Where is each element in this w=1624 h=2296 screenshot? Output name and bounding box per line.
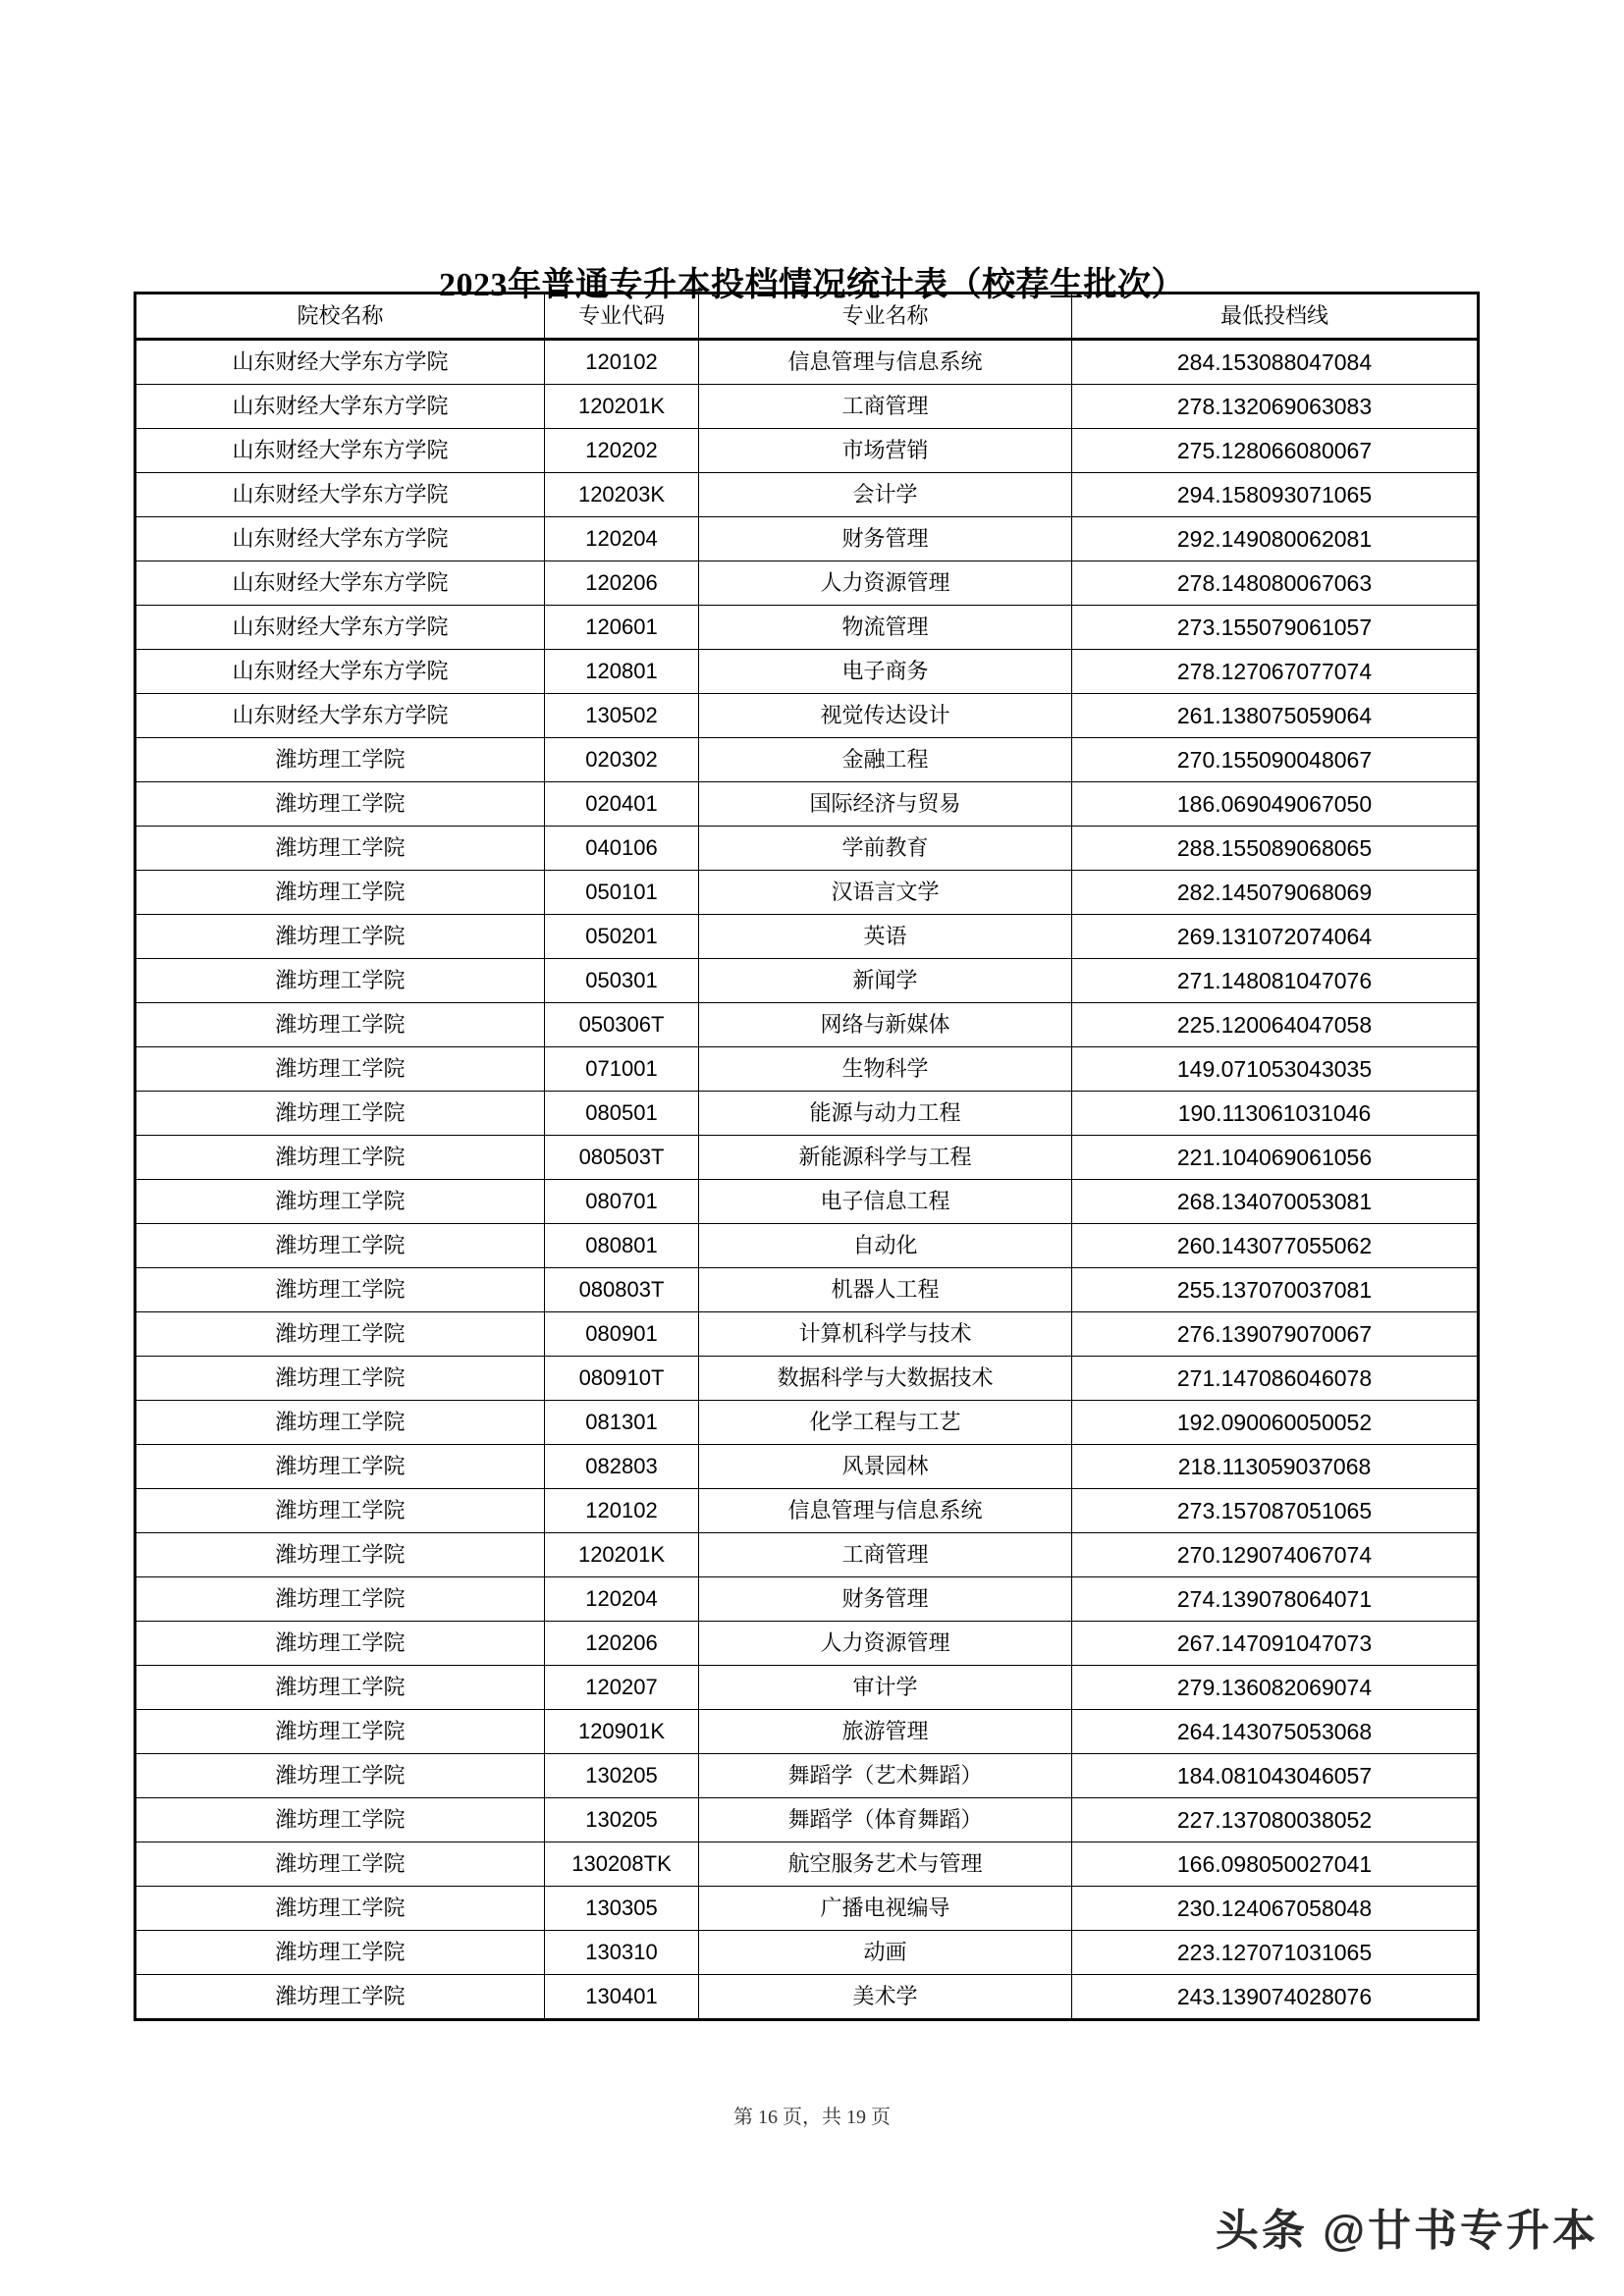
table-row — [135, 1445, 1479, 1489]
cell-min-score: 292.149080062081 — [1072, 517, 1479, 561]
table-row — [135, 1357, 1479, 1401]
table-row — [135, 1180, 1479, 1224]
table-row — [135, 694, 1479, 738]
cell-min-score: 267.147091047073 — [1072, 1622, 1479, 1666]
cell-major-code: 020302 — [545, 738, 699, 782]
table-header — [135, 294, 1479, 340]
cell-major-name: 财务管理 — [699, 517, 1072, 561]
cell-major-code: 130305 — [545, 1887, 699, 1931]
table-row — [135, 738, 1479, 782]
cell-school-name: 潍坊理工学院 — [135, 1931, 545, 1975]
cell-school-name: 潍坊理工学院 — [135, 1887, 545, 1931]
cell-school-name: 潍坊理工学院 — [135, 1136, 545, 1180]
table-row — [135, 915, 1479, 959]
table-row — [135, 959, 1479, 1003]
cell-min-score: 192.090060050052 — [1072, 1401, 1479, 1445]
cell-major-name: 视觉传达设计 — [699, 694, 1072, 738]
cell-min-score: 223.127071031065 — [1072, 1931, 1479, 1975]
cell-major-code: 082803 — [545, 1445, 699, 1489]
cell-major-name: 市场营销 — [699, 429, 1072, 473]
cell-major-name: 化学工程与工艺 — [699, 1401, 1072, 1445]
table-row — [135, 1798, 1479, 1842]
cell-major-code: 120207 — [545, 1666, 699, 1710]
table-row — [135, 1136, 1479, 1180]
cell-school-name: 潍坊理工学院 — [135, 1003, 545, 1047]
table-row — [135, 1887, 1479, 1931]
cell-major-name: 信息管理与信息系统 — [699, 340, 1072, 385]
cell-min-score: 149.071053043035 — [1072, 1047, 1479, 1092]
cell-major-code: 050101 — [545, 871, 699, 915]
cell-major-code: 080503T — [545, 1136, 699, 1180]
table-row — [135, 1401, 1479, 1445]
cell-major-name: 舞蹈学（体育舞蹈） — [699, 1798, 1072, 1842]
cell-min-score: 271.147086046078 — [1072, 1357, 1479, 1401]
cell-min-score: 279.136082069074 — [1072, 1666, 1479, 1710]
cell-min-score: 274.139078064071 — [1072, 1577, 1479, 1622]
cell-min-score: 218.113059037068 — [1072, 1445, 1479, 1489]
cell-major-code: 130205 — [545, 1798, 699, 1842]
cell-major-name: 旅游管理 — [699, 1710, 1072, 1754]
cell-min-score: 261.138075059064 — [1072, 694, 1479, 738]
cell-major-name: 工商管理 — [699, 1533, 1072, 1577]
cell-min-score: 186.069049067050 — [1072, 782, 1479, 827]
cell-major-name: 美术学 — [699, 1975, 1072, 2020]
cell-school-name: 潍坊理工学院 — [135, 1798, 545, 1842]
cell-school-name: 潍坊理工学院 — [135, 1401, 545, 1445]
table-row — [135, 1047, 1479, 1092]
table-row — [135, 827, 1479, 871]
cell-major-code: 120801 — [545, 650, 699, 694]
table-row — [135, 517, 1479, 561]
cell-school-name: 山东财经大学东方学院 — [135, 385, 545, 429]
cell-major-code: 050301 — [545, 959, 699, 1003]
cell-school-name: 山东财经大学东方学院 — [135, 429, 545, 473]
cell-major-code: 120206 — [545, 561, 699, 606]
cell-major-name: 动画 — [699, 1931, 1072, 1975]
cell-min-score: 255.137070037081 — [1072, 1268, 1479, 1312]
admission-statistics-table — [134, 292, 1480, 2021]
cell-major-code: 130502 — [545, 694, 699, 738]
cell-min-score: 166.098050027041 — [1072, 1842, 1479, 1887]
cell-school-name: 山东财经大学东方学院 — [135, 517, 545, 561]
cell-major-code: 130401 — [545, 1975, 699, 2020]
cell-min-score: 273.155079061057 — [1072, 606, 1479, 650]
cell-school-name: 山东财经大学东方学院 — [135, 473, 545, 517]
cell-major-name: 财务管理 — [699, 1577, 1072, 1622]
cell-major-name: 风景园林 — [699, 1445, 1072, 1489]
cell-min-score: 230.124067058048 — [1072, 1887, 1479, 1931]
cell-min-score: 278.148080067063 — [1072, 561, 1479, 606]
cell-major-name: 新能源科学与工程 — [699, 1136, 1072, 1180]
cell-major-name: 电子信息工程 — [699, 1180, 1072, 1224]
cell-school-name: 潍坊理工学院 — [135, 915, 545, 959]
table-row — [135, 473, 1479, 517]
cell-school-name: 潍坊理工学院 — [135, 1445, 545, 1489]
cell-school-name: 潍坊理工学院 — [135, 1666, 545, 1710]
cell-major-name: 汉语言文学 — [699, 871, 1072, 915]
table-row — [135, 1224, 1479, 1268]
cell-school-name: 潍坊理工学院 — [135, 1842, 545, 1887]
cell-major-code: 120102 — [545, 340, 699, 385]
cell-min-score: 284.153088047084 — [1072, 340, 1479, 385]
statistics-table-container — [134, 292, 1477, 2021]
cell-major-name: 机器人工程 — [699, 1268, 1072, 1312]
table-header-row — [135, 294, 1479, 340]
table-row — [135, 1754, 1479, 1798]
cell-min-score: 221.104069061056 — [1072, 1136, 1479, 1180]
cell-major-code: 130310 — [545, 1931, 699, 1975]
table-row — [135, 1092, 1479, 1136]
table-row — [135, 650, 1479, 694]
cell-school-name: 潍坊理工学院 — [135, 871, 545, 915]
cell-school-name: 山东财经大学东方学院 — [135, 650, 545, 694]
cell-min-score: 260.143077055062 — [1072, 1224, 1479, 1268]
cell-min-score: 275.128066080067 — [1072, 429, 1479, 473]
table-body — [135, 340, 1479, 2020]
cell-major-name: 电子商务 — [699, 650, 1072, 694]
cell-school-name: 潍坊理工学院 — [135, 1180, 545, 1224]
cell-major-code: 081301 — [545, 1401, 699, 1445]
cell-major-code: 040106 — [545, 827, 699, 871]
cell-school-name: 潍坊理工学院 — [135, 1710, 545, 1754]
cell-school-name: 潍坊理工学院 — [135, 1312, 545, 1357]
cell-major-code: 080901 — [545, 1312, 699, 1357]
cell-major-name: 国际经济与贸易 — [699, 782, 1072, 827]
cell-school-name: 潍坊理工学院 — [135, 1224, 545, 1268]
table-row — [135, 385, 1479, 429]
cell-min-score: 271.148081047076 — [1072, 959, 1479, 1003]
page-title: 2023年普通专升本投档情况统计表（校荐生批次） — [439, 266, 1185, 303]
table-row — [135, 606, 1479, 650]
cell-major-name: 自动化 — [699, 1224, 1072, 1268]
cell-major-name: 金融工程 — [699, 738, 1072, 782]
table-row — [135, 782, 1479, 827]
cell-major-code: 080701 — [545, 1180, 699, 1224]
cell-min-score: 269.131072074064 — [1072, 915, 1479, 959]
cell-major-code: 120601 — [545, 606, 699, 650]
table-row — [135, 1577, 1479, 1622]
cell-major-code: 120206 — [545, 1622, 699, 1666]
cell-min-score: 184.081043046057 — [1072, 1754, 1479, 1798]
table-row — [135, 1312, 1479, 1357]
cell-major-name: 广播电视编导 — [699, 1887, 1072, 1931]
cell-major-name: 计算机科学与技术 — [699, 1312, 1072, 1357]
cell-school-name: 山东财经大学东方学院 — [135, 561, 545, 606]
cell-school-name: 潍坊理工学院 — [135, 1268, 545, 1312]
cell-major-name: 舞蹈学（艺术舞蹈） — [699, 1754, 1072, 1798]
cell-min-score: 276.139079070067 — [1072, 1312, 1479, 1357]
table-row — [135, 561, 1479, 606]
cell-major-name: 会计学 — [699, 473, 1072, 517]
cell-min-score: 294.158093071065 — [1072, 473, 1479, 517]
table-row — [135, 1489, 1479, 1533]
cell-major-name: 英语 — [699, 915, 1072, 959]
cell-school-name: 潍坊理工学院 — [135, 1577, 545, 1622]
cell-school-name: 潍坊理工学院 — [135, 1047, 545, 1092]
cell-major-name: 能源与动力工程 — [699, 1092, 1072, 1136]
cell-min-score: 288.155089068065 — [1072, 827, 1479, 871]
table-row — [135, 1842, 1479, 1887]
table-row — [135, 1003, 1479, 1047]
table-row — [135, 1666, 1479, 1710]
cell-major-code: 120201K — [545, 1533, 699, 1577]
cell-major-code: 130208TK — [545, 1842, 699, 1887]
cell-major-code: 080910T — [545, 1357, 699, 1401]
cell-major-code: 050306T — [545, 1003, 699, 1047]
cell-min-score: 273.157087051065 — [1072, 1489, 1479, 1533]
cell-min-score: 227.137080038052 — [1072, 1798, 1479, 1842]
cell-school-name: 潍坊理工学院 — [135, 1754, 545, 1798]
cell-school-name: 潍坊理工学院 — [135, 1092, 545, 1136]
cell-major-code: 130205 — [545, 1754, 699, 1798]
cell-major-code: 071001 — [545, 1047, 699, 1092]
table-row — [135, 1622, 1479, 1666]
cell-school-name: 山东财经大学东方学院 — [135, 340, 545, 385]
cell-school-name: 潍坊理工学院 — [135, 959, 545, 1003]
cell-major-name: 人力资源管理 — [699, 1622, 1072, 1666]
cell-major-name: 物流管理 — [699, 606, 1072, 650]
cell-min-score: 190.113061031046 — [1072, 1092, 1479, 1136]
column-header-major-name: 专业名称 — [699, 294, 1072, 340]
column-header-school: 院校名称 — [135, 294, 545, 340]
cell-major-code: 020401 — [545, 782, 699, 827]
cell-major-name: 生物科学 — [699, 1047, 1072, 1092]
cell-major-code: 080501 — [545, 1092, 699, 1136]
cell-major-name: 学前教育 — [699, 827, 1072, 871]
table-row — [135, 340, 1479, 385]
cell-major-code: 120203K — [545, 473, 699, 517]
cell-min-score: 264.143075053068 — [1072, 1710, 1479, 1754]
cell-major-name: 信息管理与信息系统 — [699, 1489, 1072, 1533]
cell-major-code: 120102 — [545, 1489, 699, 1533]
cell-major-name: 航空服务艺术与管理 — [699, 1842, 1072, 1887]
cell-major-name: 新闻学 — [699, 959, 1072, 1003]
cell-min-score: 270.129074067074 — [1072, 1533, 1479, 1577]
table-row — [135, 1931, 1479, 1975]
cell-min-score: 268.134070053081 — [1072, 1180, 1479, 1224]
cell-school-name: 山东财经大学东方学院 — [135, 606, 545, 650]
cell-major-name: 数据科学与大数据技术 — [699, 1357, 1072, 1401]
cell-major-code: 120901K — [545, 1710, 699, 1754]
cell-school-name: 山东财经大学东方学院 — [135, 694, 545, 738]
table-row — [135, 1710, 1479, 1754]
cell-major-code: 120204 — [545, 1577, 699, 1622]
cell-major-code: 080803T — [545, 1268, 699, 1312]
cell-major-code: 120202 — [545, 429, 699, 473]
cell-major-name: 审计学 — [699, 1666, 1072, 1710]
cell-school-name: 潍坊理工学院 — [135, 1533, 545, 1577]
table-row — [135, 1975, 1479, 2020]
cell-min-score: 278.127067077074 — [1072, 650, 1479, 694]
cell-school-name: 潍坊理工学院 — [135, 1489, 545, 1533]
cell-school-name: 潍坊理工学院 — [135, 1622, 545, 1666]
cell-min-score: 243.139074028076 — [1072, 1975, 1479, 2020]
cell-major-name: 网络与新媒体 — [699, 1003, 1072, 1047]
table-row — [135, 1268, 1479, 1312]
cell-major-name: 工商管理 — [699, 385, 1072, 429]
table-row — [135, 871, 1479, 915]
cell-major-code: 120201K — [545, 385, 699, 429]
table-row — [135, 429, 1479, 473]
cell-school-name: 潍坊理工学院 — [135, 782, 545, 827]
cell-school-name: 潍坊理工学院 — [135, 1975, 545, 2020]
column-header-min-score: 最低投档线 — [1072, 294, 1479, 340]
cell-min-score: 278.132069063083 — [1072, 385, 1479, 429]
cell-school-name: 潍坊理工学院 — [135, 738, 545, 782]
cell-school-name: 潍坊理工学院 — [135, 1357, 545, 1401]
cell-min-score: 282.145079068069 — [1072, 871, 1479, 915]
column-header-major-code: 专业代码 — [545, 294, 699, 340]
table-row — [135, 1533, 1479, 1577]
cell-min-score: 270.155090048067 — [1072, 738, 1479, 782]
cell-major-code: 050201 — [545, 915, 699, 959]
cell-major-code: 080801 — [545, 1224, 699, 1268]
page-number-footer: 第 16 页，共 19 页 — [733, 2107, 891, 2128]
cell-school-name: 潍坊理工学院 — [135, 827, 545, 871]
cell-major-code: 120204 — [545, 517, 699, 561]
watermark: 头条 @廿书专升本 — [1215, 2207, 1598, 2255]
cell-min-score: 225.120064047058 — [1072, 1003, 1479, 1047]
cell-major-name: 人力资源管理 — [699, 561, 1072, 606]
